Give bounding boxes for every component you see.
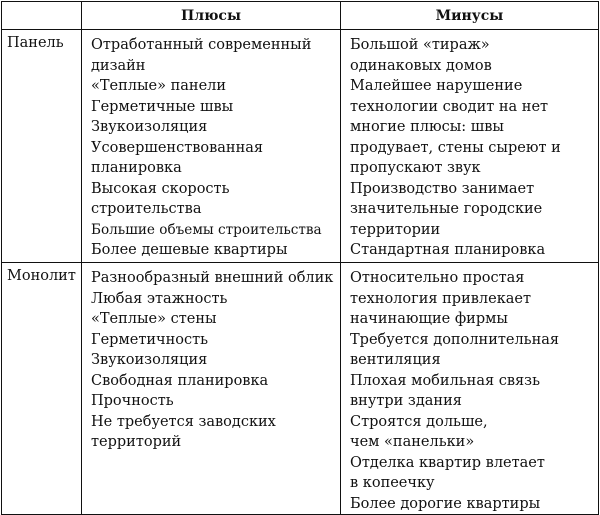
list-item: Не требуется заводских территорий bbox=[91, 413, 276, 450]
cons-list-monolith bbox=[341, 263, 599, 515]
pros-list-panel bbox=[82, 30, 341, 263]
list-item: Более дешевые квартиры bbox=[91, 242, 288, 258]
cons-list-panel bbox=[341, 30, 599, 263]
list-item: Разнообразный внешний облик bbox=[91, 270, 334, 286]
list-item: Большой «тираж» одинаковых домов bbox=[350, 37, 492, 74]
list-item: Герметичность bbox=[91, 331, 209, 348]
list-item: Герметичные швы bbox=[91, 98, 234, 115]
header-pros: Плюсы bbox=[82, 2, 341, 30]
list-item: Стандартная планировка bbox=[350, 242, 546, 258]
list-item: Отработанный современный дизайн bbox=[91, 37, 312, 74]
header-empty bbox=[2, 2, 82, 30]
list-item: Требуется дополнительная вентиляция bbox=[350, 331, 560, 368]
list-item: Звукоизоляция bbox=[91, 352, 208, 368]
list-item: Прочность bbox=[91, 393, 174, 409]
list-item: Высокая скорость строительства bbox=[91, 180, 230, 217]
list-item: Звукоизоляция bbox=[91, 119, 208, 135]
table-row-monolith bbox=[2, 263, 599, 515]
row-type-panel: Панель bbox=[2, 30, 82, 263]
header-row bbox=[2, 2, 599, 30]
list-item: Производство занимает значительные городские территории bbox=[350, 180, 543, 238]
list-item: Плохая мобильная связь внутри здания bbox=[350, 372, 540, 409]
comparison-table bbox=[1, 1, 599, 515]
header-cons: Минусы bbox=[341, 2, 599, 30]
list-item: Более дорогие квартиры bbox=[350, 495, 541, 512]
list-item: Любая этажность bbox=[91, 290, 228, 307]
list-item: Относительно простая технология привлекает начинающие фирмы bbox=[350, 270, 532, 327]
table-row-panel bbox=[2, 30, 599, 263]
pros-list-monolith bbox=[82, 263, 341, 515]
list-item: «Теплые» стены bbox=[91, 311, 217, 327]
list-item: Малейшее нарушение технологии сводит на нет многие плюсы: швы продувает, стены сыреют и пропускают звук bbox=[350, 78, 561, 176]
list-item: Строятся дольше, чем «панельки» bbox=[350, 413, 488, 450]
row-type-monolith: Монолит bbox=[2, 263, 82, 515]
list-item: Большие объемы строительства bbox=[91, 221, 322, 238]
list-item: «Теплые» панели bbox=[91, 78, 227, 94]
list-item: Свободная планировка bbox=[91, 372, 269, 389]
list-item: Усовершенствованная планировка bbox=[91, 139, 264, 176]
list-item: Отделка квартир влетает в копеечку bbox=[350, 454, 545, 491]
